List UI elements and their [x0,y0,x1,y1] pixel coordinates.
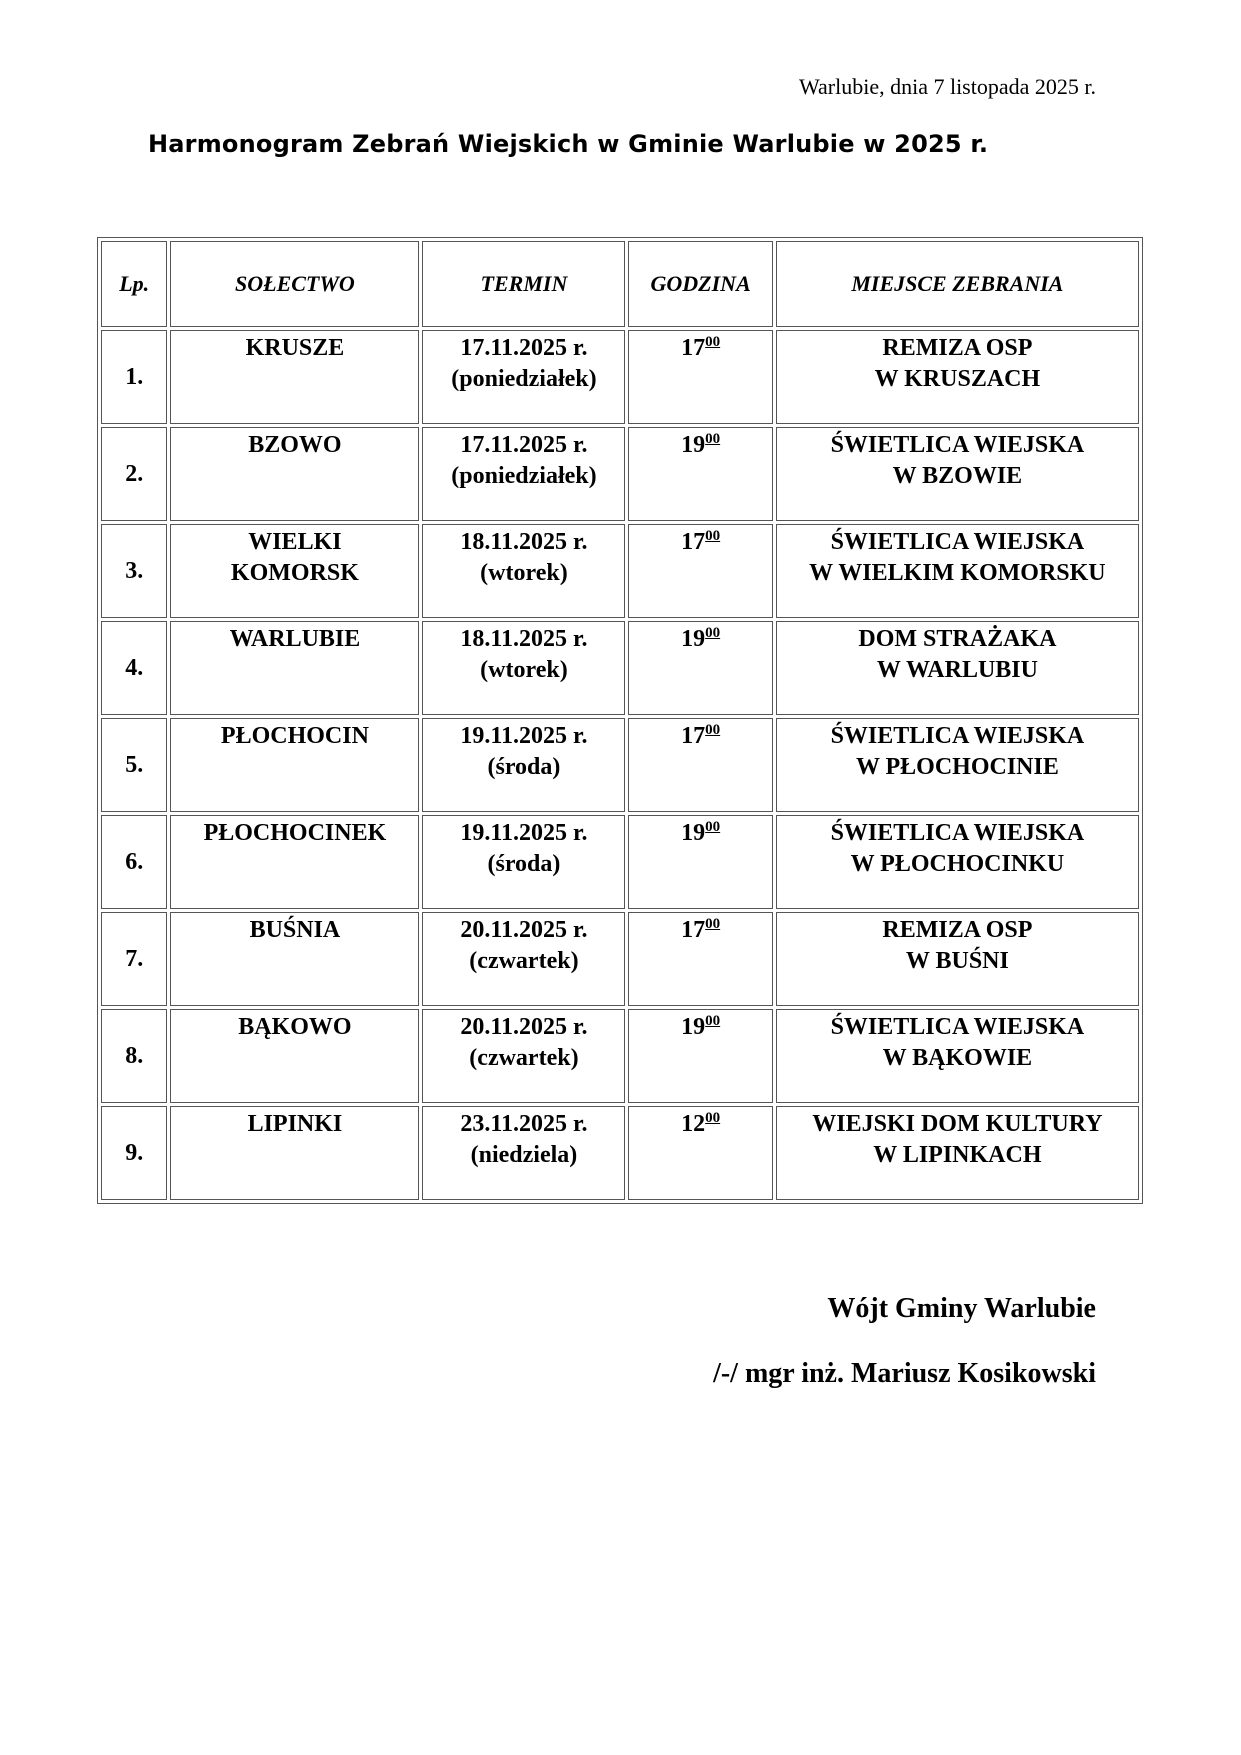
meeting-place-line: W BZOWIE [892,463,1023,489]
table-row [101,621,1139,715]
meeting-date: 20.11.2025 r. [460,1014,588,1040]
meeting-place-line: W BUŚNI [905,948,1009,974]
meeting-weekday: (środa) [487,754,561,780]
cell-termin [422,427,625,521]
cell-godzina [628,621,772,715]
meeting-place-line: ŚWIETLICA WIEJSKA [830,1014,1085,1040]
solectwo-name-line: BUŚNIA [249,917,341,943]
cell-godzina [628,815,772,909]
row-number: 1. [125,363,144,390]
cell-solectwo [170,1009,419,1103]
cell-lp [101,1009,167,1103]
meeting-minutes: 00 [705,1013,721,1029]
meeting-place-line: W KRUSZACH [874,366,1041,392]
meeting-date: 20.11.2025 r. [460,917,588,943]
meeting-date: 23.11.2025 r. [460,1111,588,1137]
cell-miejsce [776,1009,1139,1103]
meeting-minutes: 00 [705,528,721,544]
table-row [101,1009,1139,1103]
meeting-weekday: (poniedziałek) [451,463,597,489]
meeting-minutes: 00 [705,916,721,932]
table-row [101,330,1139,424]
meeting-place-line: W PŁOCHOCINIE [855,754,1059,780]
cell-godzina [628,427,772,521]
cell-godzina [628,330,772,424]
cell-lp [101,1106,167,1200]
cell-termin [422,815,625,909]
signature-name: /-/ mgr inż. Mariusz Kosikowski [713,1358,1096,1389]
cell-lp [101,621,167,715]
meeting-place-line: REMIZA OSP [882,335,1033,361]
row-number: 5. [125,751,144,778]
meeting-place-line: ŚWIETLICA WIEJSKA [830,432,1085,458]
meeting-weekday: (czwartek) [469,948,579,974]
meeting-place-line: ŚWIETLICA WIEJSKA [830,723,1085,749]
meeting-hour: 19 [681,820,706,846]
meeting-hour: 17 [681,335,706,361]
row-number: 3. [125,557,144,584]
cell-miejsce [776,330,1139,424]
meeting-place-line: REMIZA OSP [882,917,1033,943]
meeting-weekday: (niedziela) [470,1142,578,1168]
cell-lp [101,524,167,618]
meeting-date: 19.11.2025 r. [460,820,588,846]
meeting-hour: 17 [681,917,706,943]
table-row [101,1106,1139,1200]
cell-solectwo [170,1106,419,1200]
row-number: 4. [125,654,144,681]
cell-miejsce [776,621,1139,715]
meeting-hour: 17 [681,529,706,555]
cell-termin [422,718,625,812]
meeting-date: 18.11.2025 r. [460,626,588,652]
row-number: 2. [125,460,144,487]
meeting-hour: 19 [681,626,706,652]
cell-godzina [628,718,772,812]
solectwo-name-line: PŁOCHOCINEK [203,820,387,846]
row-number: 7. [125,945,144,972]
cell-godzina [628,912,772,1006]
meeting-place-line: W WIELKIM KOMORSKU [809,560,1106,586]
cell-termin [422,524,625,618]
meeting-minutes: 00 [705,819,721,835]
meeting-hour: 17 [681,723,706,749]
meeting-date: 19.11.2025 r. [460,723,588,749]
cell-lp [101,427,167,521]
meeting-place-line: ŚWIETLICA WIEJSKA [830,529,1085,555]
meeting-minutes: 00 [705,1110,721,1126]
cell-godzina [628,1009,772,1103]
row-number: 8. [125,1042,144,1069]
row-number: 6. [125,848,144,875]
cell-solectwo [170,427,419,521]
place-date: Warlubie, dnia 7 listopada 2025 r. [799,74,1096,99]
meeting-place-line: W BĄKOWIE [882,1045,1033,1071]
meeting-place-line: W LIPINKACH [873,1142,1042,1168]
meeting-place-line: W WARLUBIU [876,657,1038,683]
meeting-date: 18.11.2025 r. [460,529,588,555]
meeting-place-line: DOM STRAŻAKA [858,626,1057,652]
cell-miejsce [776,815,1139,909]
signature-office: Wójt Gminy Warlubie [827,1293,1096,1324]
cell-miejsce [776,912,1139,1006]
meeting-weekday: (wtorek) [480,560,568,586]
solectwo-name-line: BĄKOWO [238,1014,352,1040]
document-title: Harmonogram Zebrań Wiejskich w Gminie Warlubie w 2025 r. [148,130,989,158]
row-number: 9. [125,1139,144,1166]
table-row [101,718,1139,812]
meeting-weekday: (czwartek) [469,1045,579,1071]
schedule-table [97,237,1143,1204]
meeting-minutes: 00 [705,722,721,738]
solectwo-name-line: KOMORSK [230,560,359,586]
meeting-minutes: 00 [705,334,721,350]
cell-miejsce [776,427,1139,521]
cell-termin [422,330,625,424]
cell-godzina [628,524,772,618]
meeting-place-line: WIEJSKI DOM KULTURY [812,1111,1103,1137]
meeting-date: 17.11.2025 r. [460,335,588,361]
solectwo-name-line: KRUSZE [245,335,345,361]
table-row [101,427,1139,521]
cell-miejsce [776,718,1139,812]
table-row [101,815,1139,909]
meeting-place-line: ŚWIETLICA WIEJSKA [830,820,1085,846]
table-header-row [101,241,1139,327]
cell-lp [101,912,167,1006]
meeting-hour: 12 [681,1111,706,1137]
solectwo-name-line: WIELKI [248,529,342,555]
cell-solectwo [170,912,419,1006]
cell-solectwo [170,524,419,618]
cell-lp [101,815,167,909]
solectwo-name-line: PŁOCHOCIN [220,723,369,749]
column-header-godzina: GODZINA [628,241,772,327]
cell-solectwo [170,815,419,909]
table-row [101,912,1139,1006]
solectwo-name-line: WARLUBIE [229,626,361,652]
meeting-place-line: W PŁOCHOCINKU [850,851,1065,877]
column-header-miejsce: MIEJSCE ZEBRANIA [776,241,1139,327]
cell-solectwo [170,330,419,424]
column-header-termin: TERMIN [422,241,625,327]
cell-miejsce [776,524,1139,618]
meeting-hour: 19 [681,432,706,458]
cell-lp [101,718,167,812]
solectwo-name-line: BZOWO [248,432,342,458]
cell-termin [422,912,625,1006]
column-header-solectwo: SOŁECTWO [170,241,419,327]
table-body [101,330,1139,1200]
meeting-weekday: (środa) [487,851,561,877]
table-row [101,524,1139,618]
cell-termin [422,621,625,715]
column-header-lp: Lp. [101,241,167,327]
cell-solectwo [170,718,419,812]
cell-miejsce [776,1106,1139,1200]
meeting-weekday: (poniedziałek) [451,366,597,392]
cell-termin [422,1009,625,1103]
meeting-minutes: 00 [705,625,721,641]
cell-lp [101,330,167,424]
meeting-weekday: (wtorek) [480,657,568,683]
cell-solectwo [170,621,419,715]
meeting-date: 17.11.2025 r. [460,432,588,458]
meeting-minutes: 00 [705,431,721,447]
meeting-hour: 19 [681,1014,706,1040]
cell-godzina [628,1106,772,1200]
cell-termin [422,1106,625,1200]
solectwo-name-line: LIPINKI [247,1111,343,1137]
